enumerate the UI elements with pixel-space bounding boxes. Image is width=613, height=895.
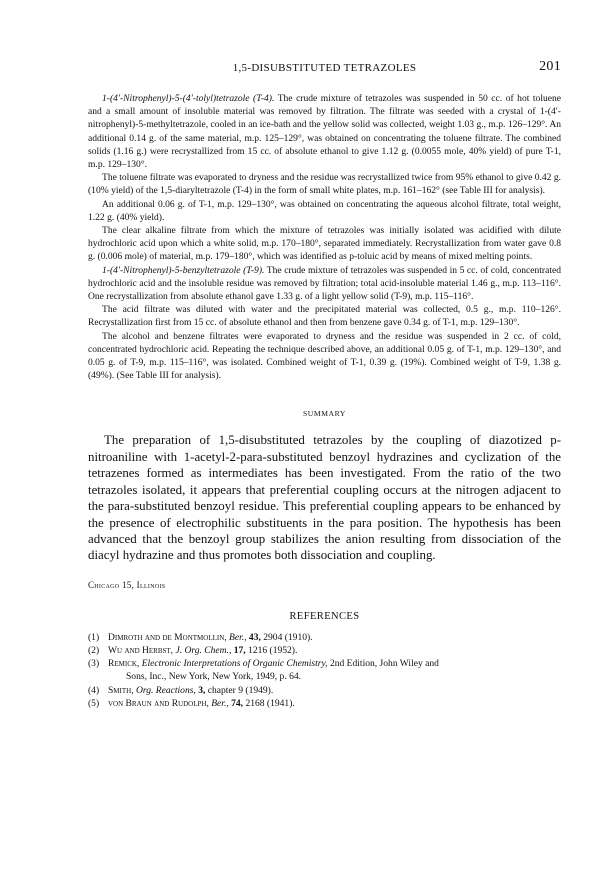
- summary-section: [88, 432, 561, 563]
- running-header: [88, 59, 561, 78]
- paragraph: 1-(4′-Nitrophenyl)-5-benzyltetrazole (T-9). The crude mixture of tetrazoles was suspended in 5 cc. of cold, concentrated hydrochloric acid and the insoluble residue was removed by filtration; total acid-insoluble material 1.46 g., m.p. 113–116°. One recrystallization from absolute ethanol gave 1.33 g. of a light yellow solid (T-9), m.p. 115–116°.: [88, 264, 561, 303]
- paragraph: The clear alkaline filtrate from which the mixture of tetrazoles was initially isolated was acidified with dilute hydrochloric acid upon which a white solid, m.p. 170–180°, separated immediately. Recrystallization from water gave 0.8 g. (0.006 mole) of material, m.p. 179–180°, which was identified as p-toluic acid by means of mixed melting points.: [88, 225, 561, 263]
- summary-paragraph: The preparation of 1,5-disubstituted tetrazoles by the coupling of diazotized p-nitroaniline with 1-acetyl-2-para-substituted benzoyl hydrazines and cyclization of the tetrazenes formed as intermediates has been investigated. From the ratio of the two tetrazoles isolated, it appears that preferential coupling occurs at the nitrogen adjacent to the para-substituted benzoyl residue. This preferential coupling appears to be enhanced by the presence of electrophilic substituents in the para position. The hypothesis has been advanced that the benzoyl group stabilizes the anion resulting from dissociation of the diacyl hydrazine and thus promotes both dissociation and coupling.: [88, 433, 561, 563]
- paragraph: The toluene filtrate was evaporated to dryness and the residue was recrystallized twice from 95% ethanol to give 0.42 g. (10% yield) of the 1,5-diaryltetrazole (T-4) in the form of small white plates, m.p. 161–162° (see Table III for analysis).: [88, 172, 561, 197]
- reference-item: (4) Smith, Org. Reactions, 3, chapter 9 (1949).: [88, 684, 274, 696]
- reference-item: (5) von Braun and Rudolph, Ber., 74, 2168 (1941).: [88, 697, 295, 709]
- page-number: 201: [539, 59, 561, 74]
- paragraph: 1-(4′-Nitrophenyl)-5-(4′-tolyl)tetrazole (T-4). The crude mixture of tetrazoles was suspended in 50 cc. of hot toluene and a small amount of insoluble material was removed by filtration. The filtrate was seeded with a crystal of 1-(4′-nitrophenyl)-5-methyltetrazole, cooled in an ice-bath and the yellow solid was collected, weight 1.03 g., m.p. 126–129°. An additional 0.14 g. of the same material, m.p. 125–129°, was obtained on concentrating the toluene filtrate. The combined solids (1.16 g.) were recrystallized from 15 cc. of absolute ethanol to give 1.12 g. (0.0055 mole, 40% yield) of pure T-1, m.p. 129–130°.: [88, 93, 561, 171]
- compound-title: 1-(4′-Nitrophenyl)-5-(4′-tolyl)tetrazole (T-4).: [102, 93, 275, 104]
- reference-item: (3) Remick, Electronic Interpretations of Organic Chemistry, 2nd Edition, John Wiley and Sons, Inc., New York, New York, 1949, p. 64.: [88, 658, 439, 683]
- references-list: [88, 631, 561, 710]
- reference-item: (1) Dimroth and de Montmollin, Ber., 43, 2904 (1910).: [88, 631, 313, 643]
- paragraph: The acid filtrate was diluted with water and the precipitated material was collected, 0.5 g., m.p. 110–126°. Recrystallization first from 15 cc. of absolute ethanol and then from benzene gave 0.34 g. of T-1, m.p. 129–130°.: [88, 304, 561, 329]
- reference-item: (2) Wu and Herbst, J. Org. Chem., 17, 1216 (1952).: [88, 644, 298, 656]
- summary-heading: SUMMARY: [302, 409, 347, 419]
- paragraph: An additional 0.06 g. of T-1, m.p. 129–130°, was obtained on concentrating the aqueous alcohol filtrate, total weight, 1.22 g. (40% yield).: [88, 198, 561, 223]
- experimental-section: [88, 92, 561, 382]
- paragraph: The alcohol and benzene filtrates were evaporated to dryness and the residue was suspended in 2 cc. of cold, concentrated hydrochloric acid. Repeating the technique described above, an additional 0.05 g. of T-1, m.p. 129–130°, and 0.05 g. of T-9, m.p. 115–116°, was isolated. Combined weight of T-1, 0.39 g. (19%). Combined weight of T-9, 1.38 g. (49%). (See Table III for analysis).: [88, 330, 561, 382]
- running-title: 1,5-DISUBSTITUTED TETRAZOLES: [232, 62, 417, 74]
- compound-title: 1-(4′-Nitrophenyl)-5-benzyltetrazole (T-9).: [102, 264, 265, 276]
- affiliation-location: Chicago 15, Illinois: [88, 579, 166, 590]
- references-heading: REFERENCES: [289, 610, 360, 622]
